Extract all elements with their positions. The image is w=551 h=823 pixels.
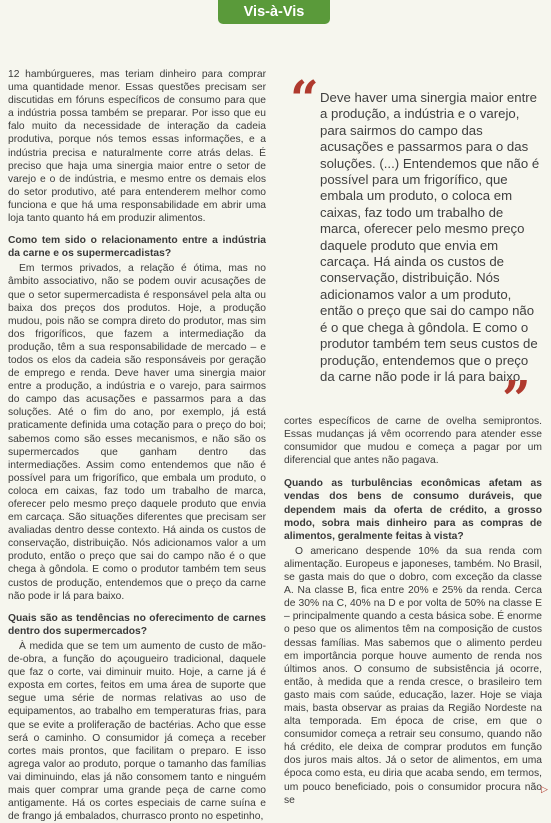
section-tab: Vis-à-Vis <box>218 0 330 24</box>
question-heading: Quais são as tendências no oferecimento de carnes dentro dos supermercados? <box>8 612 266 637</box>
next-page-arrow-icon: ▷ <box>541 784 548 794</box>
pull-quote <box>290 69 540 428</box>
page-header <box>0 0 551 34</box>
right-column <box>284 415 542 807</box>
intro-paragraph: 12 hambúrgueres, mas teriam dinheiro para comprar uma quantidade menor. Essas questões precisam ser discutidas em fóruns específicos de consumo para que a indústria possa também se preparar. Por isso que eu falo muito da necessidade de interação da cadeia produtiva, porque nós temos essas informações, e a indústria precisa e naturalmente corre atrás delas. É preciso que haja uma sinergia maior entre o setor de varejo e o de indústria, e mesmo entre os demais elos do setor produtivo, até para entenderem melhor como funciona e que há uma responsabilidade em abrir uma loja tanto quanto há em produzir alimentos. <box>8 69 266 225</box>
question-heading: Quando as turbulências econômicas afetam as vendas dos bens de consumo duráveis, que dependem mais da oferta de crédito, a grosso modo, sobra mais dinheiro para as compras de alimentos, geralmente feitas à vista? <box>284 478 542 542</box>
answer-paragraph: O americano despende 10% da sua renda com alimentação. Europeus e japoneses, também. No Brasil, se gasta mais do que o dobro, com exceção da classe A. Na classe B, fica entre 20% e 25% da renda. Cerca de 30% na C, 40% na D e por volta de 50% na classe E – principalmente quando a cesta básica sobe. É enorme o peso que os alimentos têm na composição de custos dessas famílias. Mas sabemos que o alimento perdeu em importância porque houve aumento de renda nos últimos anos. O consumo de subsistência já ocorre, então, à medida que a renda cresce, o brasileiro tem gasto mais com saúde, educação, lazer. Hoje se viaja mais, basta observar as praias da Região Nordeste na alta temporada. Em época de crise, em que o consumidor começa a retrair seu consumo, quando não há crédito, ele deixa de comprar produtos em função dos juros mais altos. Já o setor de alimentos, em uma época como esta, eu diria que acaba sendo, em termos, um pouco beneficiado, pois o consumidor procura não se <box>284 545 542 806</box>
quote-close-icon: ” <box>502 369 531 428</box>
pull-quote-text: Deve haver uma sinergia maior entre a produção, a indústria e o varejo, para sairmos do campo das acusações e passarmos para o das soluções. (...) Entendemos que não é possível para um frigorífico, que embala um produto, o coloca em caixas, faz todo um trabalho de marca, oferecer pelo mesmo preço daquele produto que envia em carcaça. Há ainda os custos de conservação, distribuição. Nós adicionamos valor a um produto, então o preço que sai do campo não é o que chega à gôndola. E como o produtor também tem seus custos de produção, entendemos que o preço da carne não pode ir lá para baixo <box>320 90 540 384</box>
answer-paragraph: Em termos privados, a relação é ótima, mas no âmbito associativo, não se podem ouvir acusações de que o setor supermercadista é responsável pela alta ou baixa dos preços dos produtos. Hoje, a produção mudou, pois não se compra direto do produtor, mas sim dos frigoríficos, que fazem a intermediação da produção, têm a sua responsabilidade de mercado – e todos os elos da cadeia são responsáveis por geração de emprego e renda. Deve haver uma sinergia maior entre a produção, a indústria e o varejo, para sairmos do campo das acusações e passarmos para a das soluções. Até o fim do ano, por exemplo, já está praticamente definida uma cotação para o preço do boi; sabemos como são esses mecanismos, e não são os supermercados que ganham dentro das intermediações. Assim como entendemos que não é possível para um frigorífico, que embala um produto, o coloca em caixas, faz todo um trabalho de marca, oferecer pelo mesmo preço daquele produto que envia em carcaça. São situações diferentes que precisam ser avaliadas dentro desse contexto. Há ainda os custos de conservação, distribuição. Nós adicionamos valor a um produto, então o preço que sai do campo não é o que chega à gôndola. E como o produtor também tem seus custos de produção, entendemos que o preço da carne não pode ir lá para baixo. <box>8 263 266 602</box>
question-heading: Como tem sido o relacionamento entre a indústria da carne e os supermercadistas? <box>8 235 266 260</box>
answer-paragraph: À medida que se tem um aumento de custo de mão-de-obra, a função do açougueiro tradicional, daquele que faz o corte, vai diminuir muito. Hoje, a carne já é exposta em cortes, feitos em uma área de suporte que segue uma série de normas relativas ao uso de equipamentos, ao trabalho em temperaturas frias, para que se evite a proliferação de bactérias. Acho que esse será o caminho. O consumidor já começa a receber cortes mais prontos, que facilitam o preparo. E isso agrega valor ao produto, porque o tamanho das famílias vai diminuindo, elas já não consomem tanto e ninguém mais quer comprar uma grande peça de carne como antigamente. Há os cortes especiais de carne suína e de frango já embalados, churrasco pronto no espetinho, <box>8 640 266 823</box>
left-column <box>8 68 266 823</box>
continued-paragraph: cortes específicos de carne de ovelha semiprontos. Essas mudanças já vêm ocorrendo para atender esse consumidor que mudou e começa a pagar por um diferencial que antes não pagava. <box>284 416 542 467</box>
quote-open-icon: “ <box>290 69 319 128</box>
